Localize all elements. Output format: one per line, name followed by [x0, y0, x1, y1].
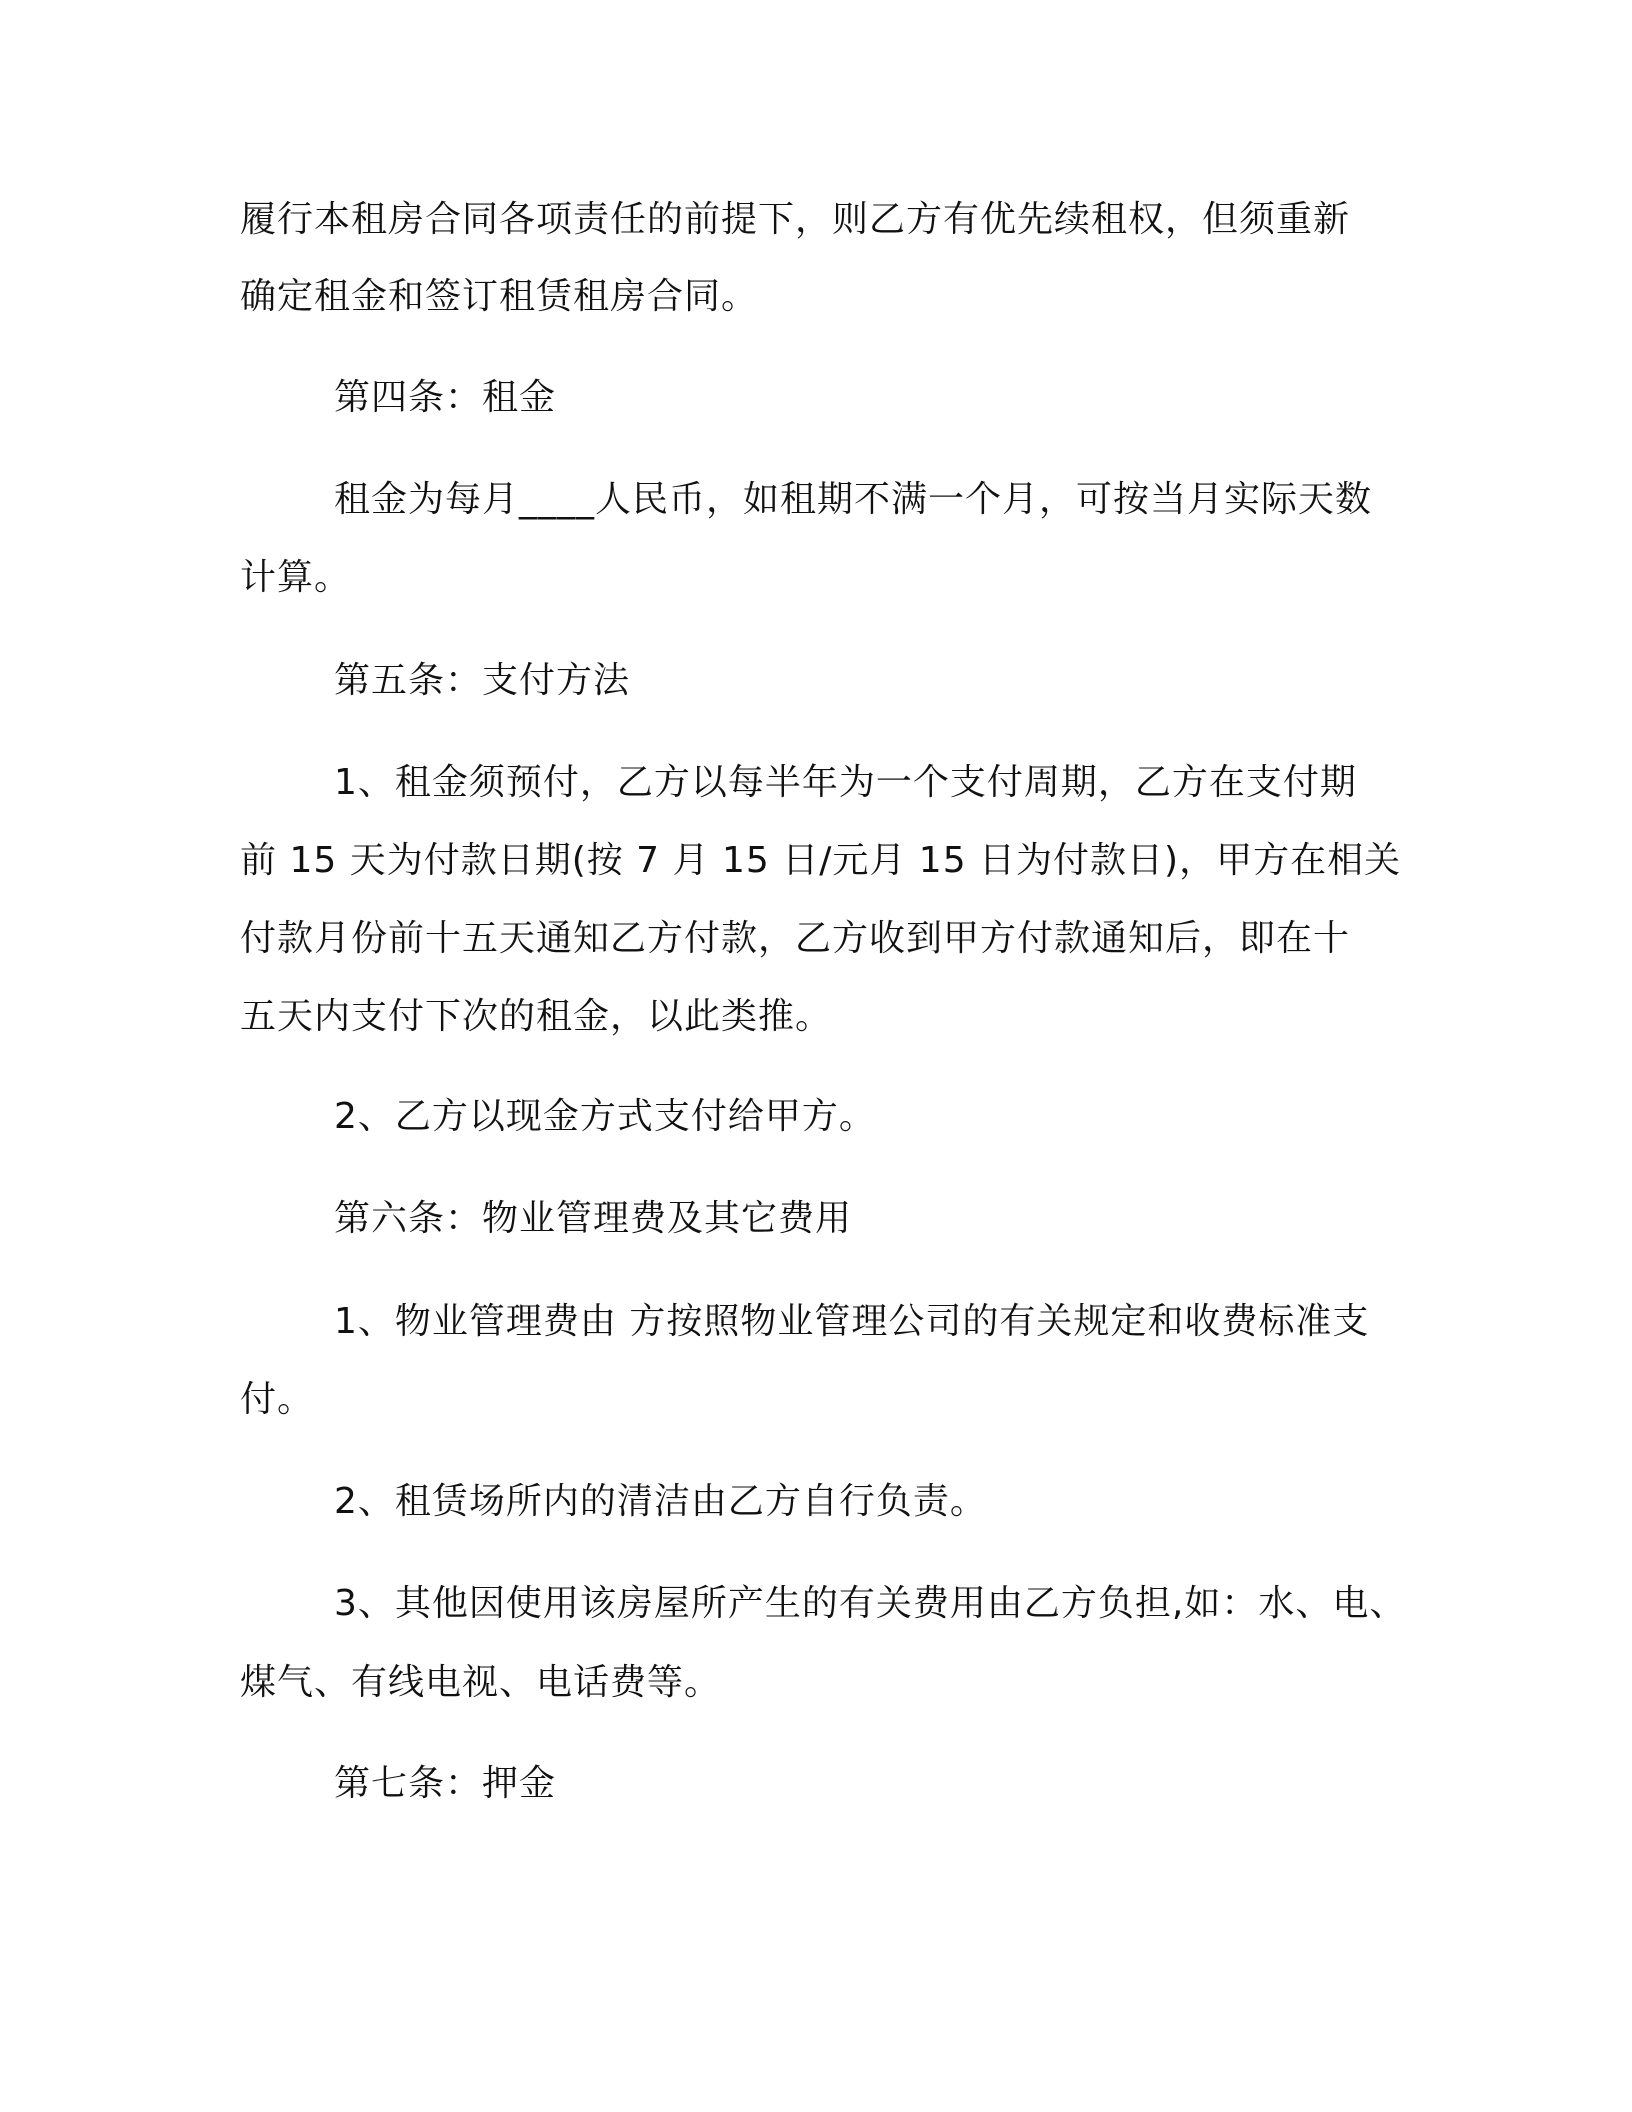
text-line: 2、乙方以现金方式支付给甲方。	[334, 1096, 876, 1137]
text-line: 煤气、有线电视、电话费等。	[240, 1662, 722, 1703]
section-heading-article-4: 第四条：租金	[334, 377, 557, 418]
section-heading-article-7: 第七条：押金	[334, 1763, 557, 1804]
text-line: 3、其他因使用该房屋所产生的有关费用由乙方负担,如：水、电、	[334, 1583, 1407, 1624]
text-line: 租金为每月____人民币，如租期不满一个月，可按当月实际天数	[334, 479, 1373, 520]
text-line: 2、租赁场所内的清洁由乙方自行负责。	[334, 1481, 987, 1522]
text-line: 前 15 天为付款日期(按 7 月 15 日/元月 15 日为付款日)，甲方在相关	[240, 840, 1402, 881]
text-line: 履行本租房合同各项责任的前提下，则乙方有优先续租权，但须重新	[240, 199, 1351, 240]
section-heading-article-6: 第六条：物业管理费及其它费用	[334, 1198, 853, 1239]
text-line: 五天内支付下次的租金，以此类推。	[240, 996, 833, 1037]
text-line: 1、租金须预付，乙方以每半年为一个支付周期，乙方在支付期	[334, 762, 1357, 803]
section-heading-article-5: 第五条：支付方法	[334, 660, 631, 701]
text-line: 1、物业管理费由 方按照物业管理公司的有关规定和收费标准支	[334, 1301, 1370, 1342]
text-line: 付。	[240, 1379, 315, 1420]
text-line: 确定租金和签订租赁租房合同。	[240, 276, 759, 317]
text-line: 计算。	[240, 557, 352, 598]
text-line: 付款月份前十五天通知乙方付款，乙方收到甲方付款通知后，即在十	[240, 918, 1351, 959]
